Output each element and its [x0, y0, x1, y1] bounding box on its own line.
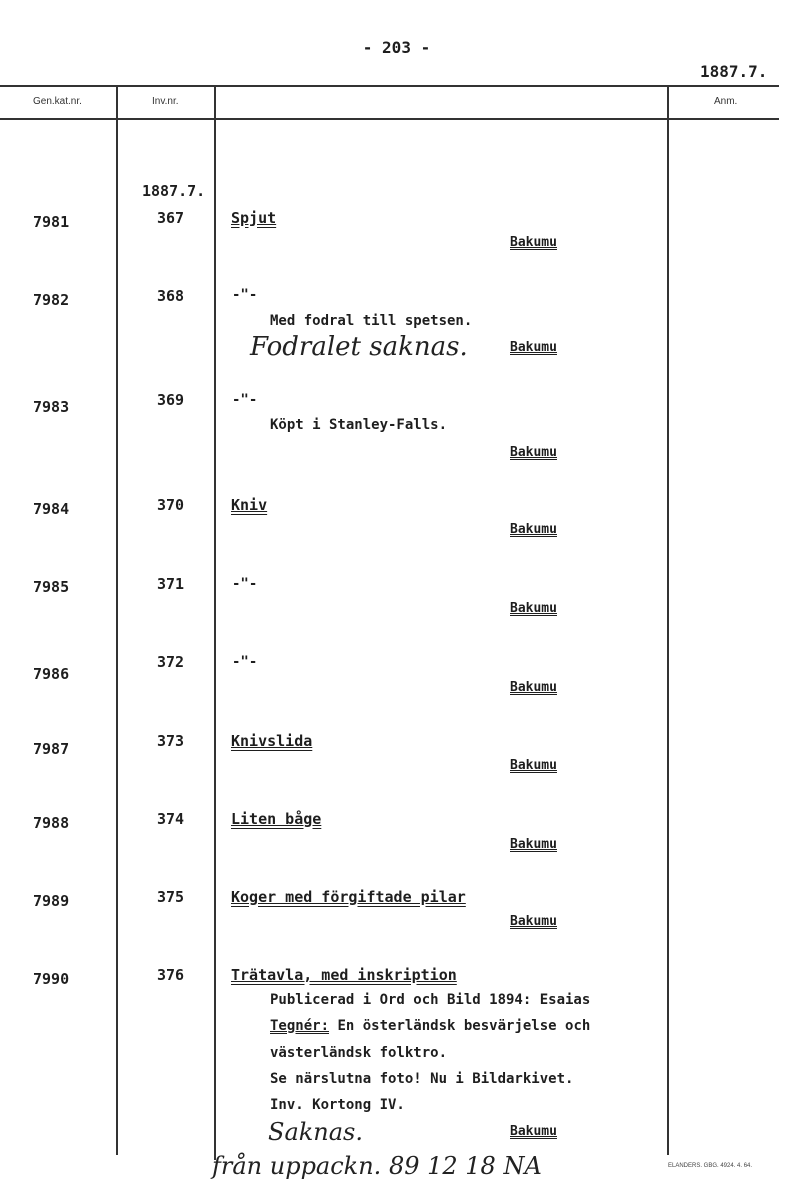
column-divider-anm: [667, 85, 669, 1155]
provenance-stamp: Bakumu: [510, 914, 557, 929]
inv-nr: 370: [157, 496, 185, 514]
gen-kat-nr: 7990: [33, 970, 70, 988]
object-note: Köpt i Stanley-Falls.: [270, 417, 448, 433]
handwritten-note: Saknas.: [268, 1118, 364, 1146]
gen-kat-nr: 7982: [33, 291, 70, 309]
inv-nr: 374: [157, 810, 185, 828]
object-note-line: Se närslutna foto! Nu i Bildarkivet.: [270, 1071, 574, 1087]
object-description: Spjut: [231, 209, 277, 227]
ditto-mark: -"-: [232, 576, 258, 592]
object-note: Med fodral till spetsen.: [270, 313, 473, 329]
column-header-inv: Inv.nr.: [152, 96, 179, 107]
object-note-line: [270, 1018, 590, 1034]
provenance-stamp: Bakumu: [510, 680, 557, 695]
header-date: 1887.7.: [700, 62, 768, 81]
handwritten-footer-note: från uppackn. 89 12 18 NA: [212, 1152, 542, 1180]
object-description: Kniv: [231, 496, 268, 514]
provenance-stamp: Bakumu: [510, 758, 557, 773]
column-divider-inv: [214, 85, 216, 1160]
object-note-line: Inv. Kortong IV.: [270, 1097, 405, 1113]
gen-kat-nr: 7989: [33, 892, 70, 910]
entry-date: 1887.7.: [142, 182, 206, 200]
gen-kat-nr: 7981: [33, 213, 70, 231]
object-description: Knivslida: [231, 732, 313, 750]
inv-nr: 372: [157, 653, 185, 671]
gen-kat-nr: 7984: [33, 500, 70, 518]
object-description: Koger med förgiftade pilar: [231, 888, 466, 906]
gen-kat-nr: 7988: [33, 814, 70, 832]
inv-nr: 371: [157, 575, 185, 593]
article-title: En österländsk besvärjelse och: [329, 1018, 591, 1034]
object-note-line: västerländsk folktro.: [270, 1045, 448, 1061]
page-number: - 203 -: [362, 38, 431, 57]
inv-nr: 373: [157, 732, 185, 750]
inv-nr: 367: [157, 209, 185, 227]
printer-imprint: ELANDERS. GBG. 4924. 4. 64.: [668, 1163, 753, 1169]
gen-kat-nr: 7987: [33, 740, 70, 758]
inv-nr: 375: [157, 888, 185, 906]
column-divider-gen: [116, 85, 118, 1155]
handwritten-note: Fodralet saknas.: [250, 332, 468, 362]
provenance-stamp: Bakumu: [510, 837, 557, 852]
author-name: Tegnér:: [270, 1018, 330, 1034]
provenance-stamp: Bakumu: [510, 522, 557, 537]
inv-nr: 376: [157, 966, 185, 984]
ditto-mark: -"-: [232, 287, 258, 303]
provenance-stamp: Bakumu: [510, 235, 557, 250]
provenance-stamp: Bakumu: [510, 1124, 557, 1139]
object-description: Trätavla, med inskription: [231, 966, 457, 984]
object-description: Liten båge: [231, 810, 322, 828]
provenance-stamp: Bakumu: [510, 445, 557, 460]
gen-kat-nr: 7985: [33, 578, 70, 596]
object-note-line: Publicerad i Ord och Bild 1894: Esaias: [270, 992, 591, 1008]
provenance-stamp: Bakumu: [510, 340, 557, 355]
column-header-gen: Gen.kat.nr.: [33, 96, 82, 107]
ditto-mark: -"-: [232, 392, 258, 408]
column-header-anm: Anm.: [714, 96, 738, 107]
gen-kat-nr: 7986: [33, 665, 70, 683]
inv-nr: 368: [157, 287, 185, 305]
inv-nr: 369: [157, 391, 185, 409]
gen-kat-nr: 7983: [33, 398, 70, 416]
ditto-mark: -"-: [232, 654, 258, 670]
provenance-stamp: Bakumu: [510, 601, 557, 616]
